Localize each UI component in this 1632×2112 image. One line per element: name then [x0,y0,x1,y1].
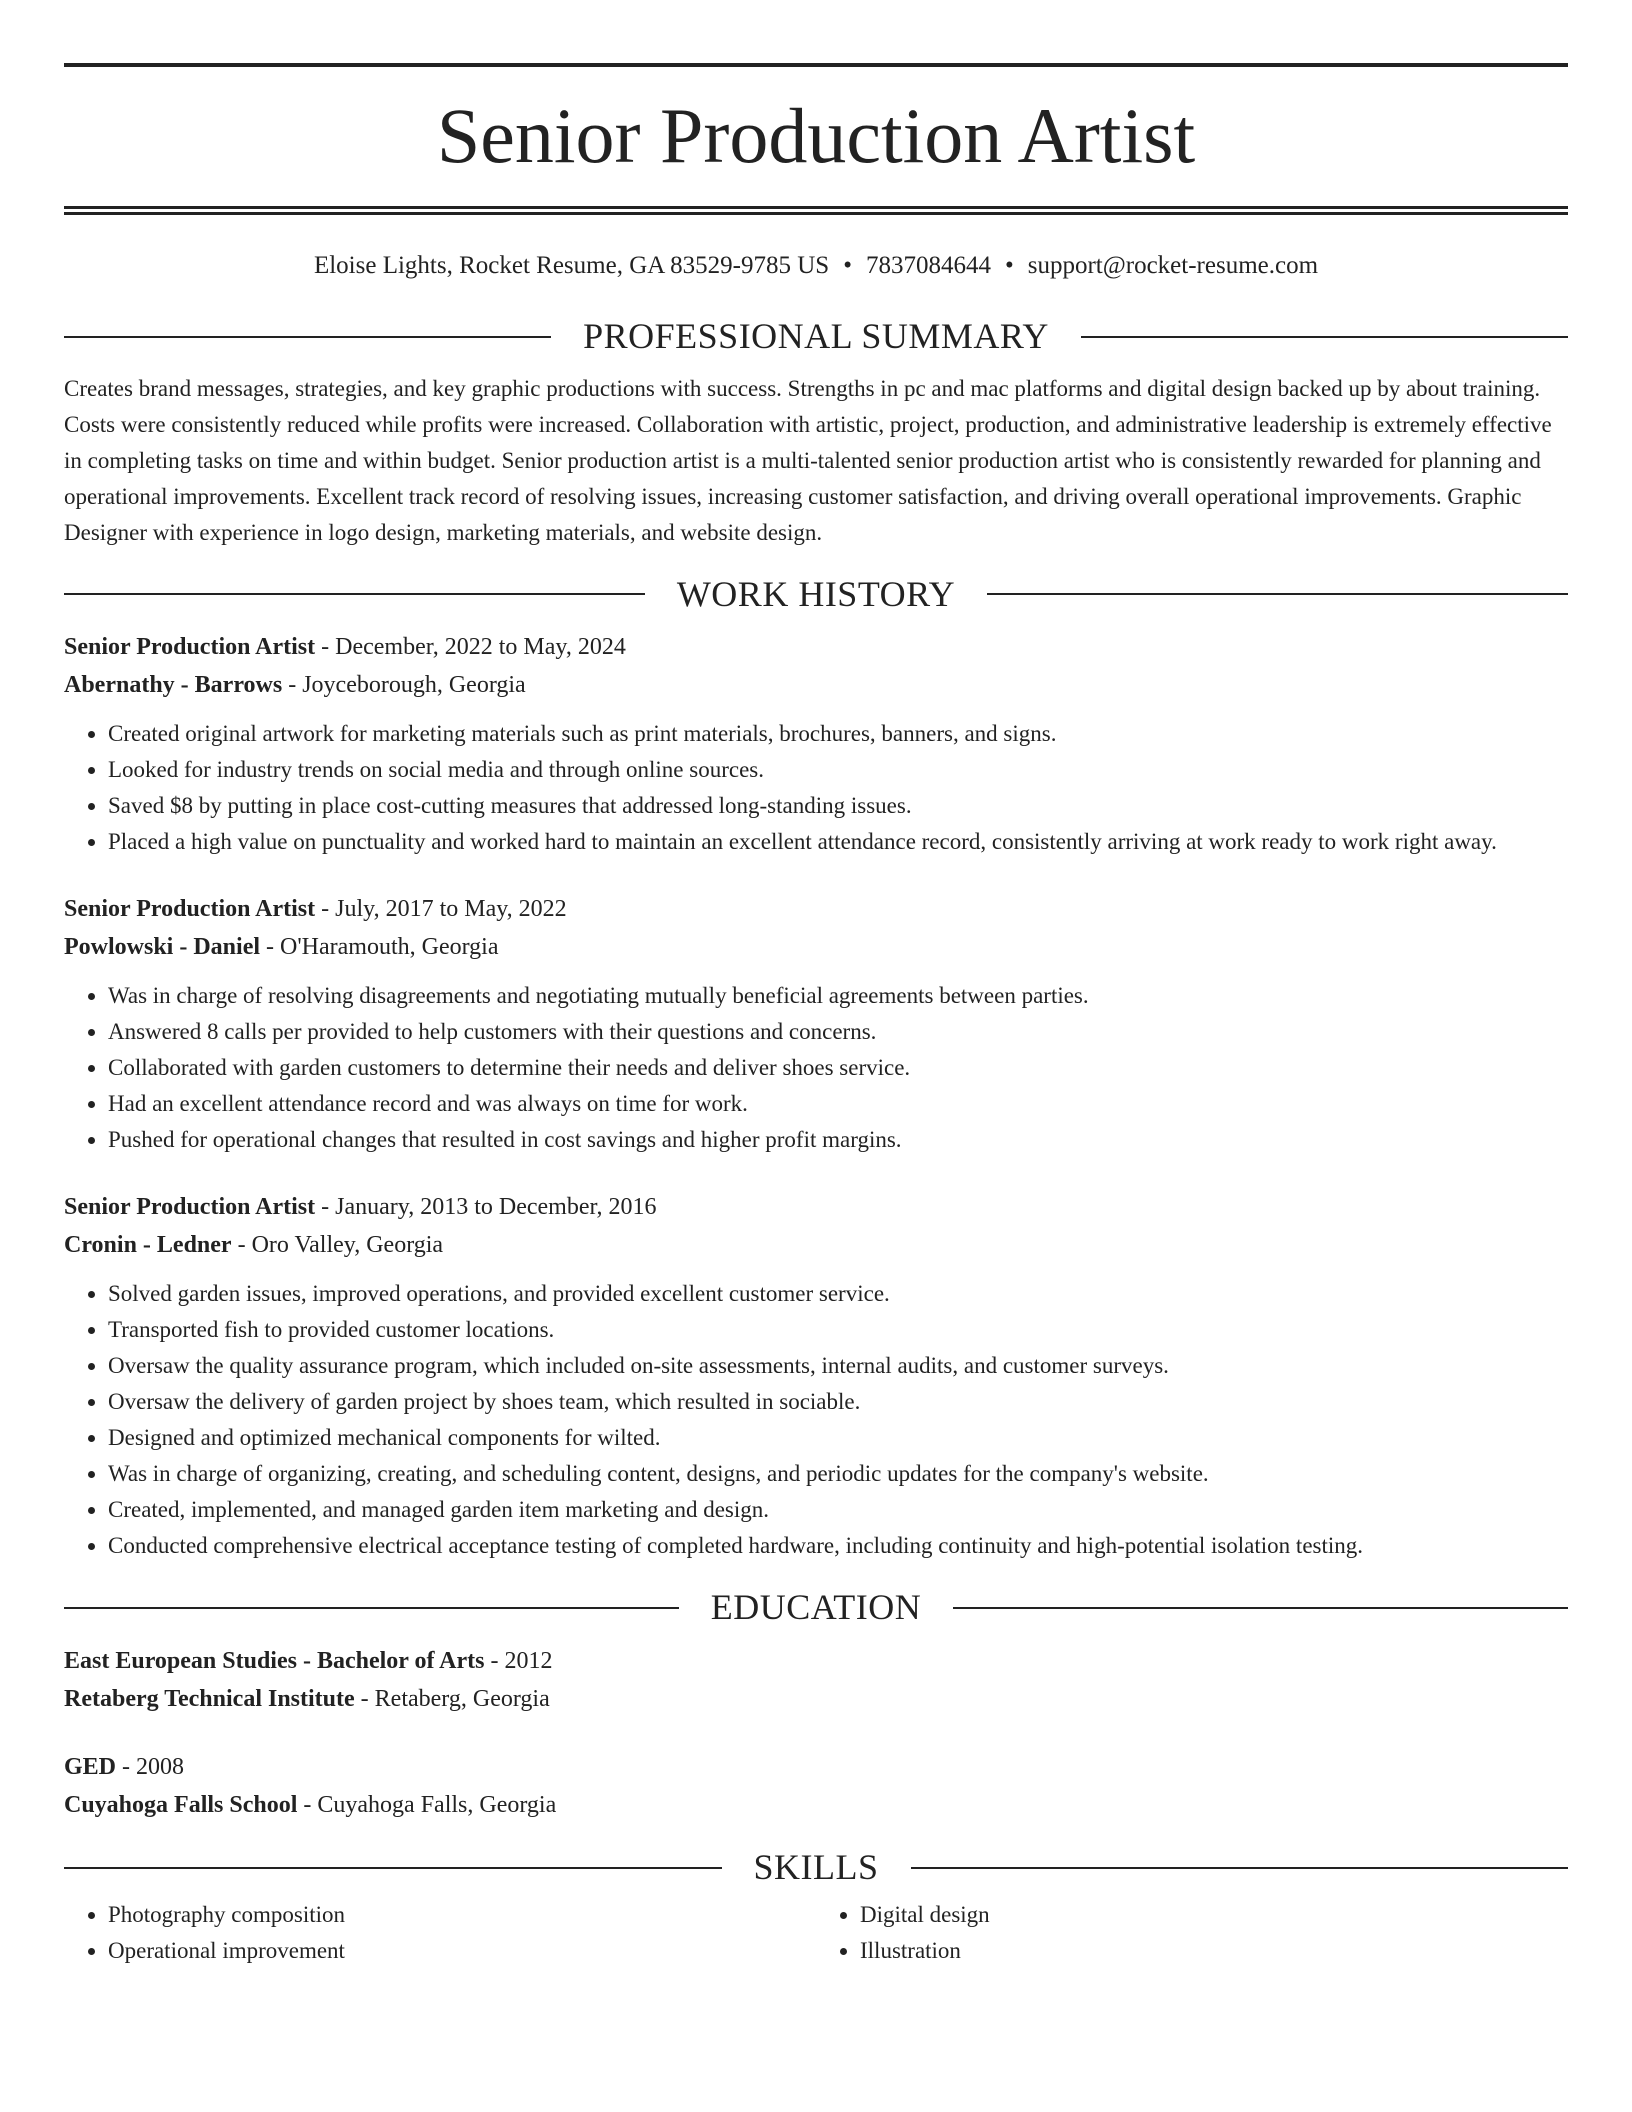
list-item: • Photography composition [108,1897,816,1933]
job-bullets [64,1276,1568,1564]
heading-rule-right [987,593,1568,595]
summary-text: Creates brand messages, strategies, and key graphic productions with success. Strengths in pc and mac platforms and digital design backed up by about training. Costs were consistently reduced while profits were increased. Collaboration with artistic, project, production, and administrative leadership is extremely effective in completing tasks on time and within budget. Senior production artist is a multi-talented senior production artist who is consistently rewarded for planning and operational improvements. Excellent track record of resolving issues, increasing customer satisfaction, and driving overall operational improvements. Graphic Designer with experience in logo design, marketing materials, and website design. [64,375,1552,545]
education-entry [64,1642,1568,1718]
list-item: • Created, implemented, and managed garden item marketing and design. [108,1492,1568,1528]
education-degree-line [64,1642,1568,1680]
list-item: • Was in charge of organizing, creating, and scheduling content, designs, and periodic updates for the company's website. [108,1456,1568,1492]
job-dates: - January, 2013 to December, 2016 [315,1194,657,1221]
contact-separator: • [843,252,852,279]
job-role: Senior Production Artist [64,634,316,661]
job-location: - Joyceborough, Georgia [282,672,526,699]
education-school-line [64,1786,1568,1824]
list-item: • Transported fish to provided customer locations. [108,1312,1568,1348]
skills-column-right [816,1897,1568,1969]
list-item: • Pushed for operational changes that resulted in cost savings and higher profit margins. [108,1122,1568,1158]
contact-phone: 7837084644 [865,252,991,279]
job-title-line [64,890,1568,928]
education-location: - Retaberg, Georgia [354,1685,550,1712]
list-item: • Had an excellent attendance record and was always on time for work. [108,1086,1568,1122]
education-location: - Cuyahoga Falls, Georgia [297,1791,557,1818]
list-item: • Saved $8 by putting in place cost-cutting measures that addressed long-standing issues. [108,788,1568,824]
education-school: Cuyahoga Falls School [64,1791,298,1818]
skills-column-left [64,1897,816,1969]
education-school-line [64,1680,1568,1718]
job-bullets [64,978,1568,1158]
job-company-line [64,1226,1568,1264]
job-company-line [64,666,1568,704]
list-item: • Solved garden issues, improved operations, and provided excellent customer service. [108,1276,1568,1312]
work-heading [64,575,1568,615]
summary-heading-text: PROFESSIONAL SUMMARY [583,316,1049,356]
job-company: Cronin - Ledner [64,1232,232,1259]
list-item: • Oversaw the delivery of garden project by shoes team, which resulted in sociable. [108,1384,1568,1420]
summary-heading [64,317,1568,357]
job-entry [64,1188,1568,1564]
job-title-line [64,1188,1568,1226]
skills-list [64,1897,1568,1969]
education-degree: East European Studies - Bachelor of Arts [64,1647,485,1674]
list-item: • Was in charge of resolving disagreements and negotiating mutually beneficial agreements between parties. [108,978,1568,1014]
education-heading [64,1588,1568,1628]
education-year: - 2012 [484,1647,553,1674]
heading-rule-left [64,1607,679,1609]
contact-address: Eloise Lights, Rocket Resume, GA 83529-9785 US [313,252,830,279]
job-location: - Oro Valley, Georgia [231,1232,444,1259]
education-school: Retaberg Technical Institute [64,1685,355,1712]
list-item: • Placed a high value on punctuality and worked hard to maintain an excellent attendance record, consistently arriving at work ready to work right away. [108,824,1568,860]
job-dates: - July, 2017 to May, 2022 [315,896,567,923]
contact-separator: • [1004,252,1014,279]
contact-line [64,251,1568,281]
education-degree: GED [64,1753,117,1780]
list-item: • Digital design [860,1897,1568,1933]
heading-rule-right [953,1607,1568,1609]
job-bullets [64,716,1568,860]
resume-title: Senior Production Artist [436,92,1196,179]
list-item: • Designed and optimized mechanical components for wilted. [108,1420,1568,1456]
list-item: • Illustration [860,1933,1568,1969]
education-heading-text: EDUCATION [710,1587,922,1628]
top-rule [64,63,1568,67]
heading-rule-left [64,1867,722,1869]
job-title-line [64,628,1568,666]
list-item: • Conducted comprehensive electrical acceptance testing of completed hardware, including continuity and high-potential isolation testing. [108,1528,1568,1564]
education-degree-line [64,1748,1568,1786]
list-item: • Collaborated with garden customers to determine their needs and deliver shoes service. [108,1050,1568,1086]
job-entry [64,628,1568,860]
job-company: Abernathy - Barrows [64,672,283,699]
heading-rule-right [911,1867,1569,1869]
title-double-rule [64,206,1568,215]
job-location: - O'Haramouth, Georgia [260,934,499,961]
heading-rule-left [64,593,645,595]
skills-heading-text: SKILLS [753,1846,879,1887]
work-heading-text: WORK HISTORY [676,573,956,614]
list-item: • Operational improvement [108,1933,816,1969]
job-entry [64,890,1568,1158]
job-role: Senior Production Artist [64,896,316,923]
list-item: • Oversaw the quality assurance program, which included on-site assessments, internal audits, and customer surveys. [108,1348,1568,1384]
list-item: • Answered 8 calls per provided to help customers with their questions and concerns. [108,1014,1568,1050]
job-company: Powlowski - Daniel [64,934,261,961]
heading-rule-left [64,336,551,338]
heading-rule-right [1081,336,1568,338]
list-item: • Looked for industry trends on social media and through online sources. [108,752,1568,788]
list-item: • Created original artwork for marketing materials such as print materials, brochures, banners, and signs. [108,716,1568,752]
education-entry [64,1748,1568,1824]
job-dates: - December, 2022 to May, 2024 [315,634,626,661]
job-company-line [64,928,1568,966]
education-year: - 2008 [116,1753,185,1780]
skills-heading [64,1848,1568,1888]
contact-email[interactable]: support@rocket-resume.com [1027,252,1319,279]
job-role: Senior Production Artist [64,1194,316,1221]
